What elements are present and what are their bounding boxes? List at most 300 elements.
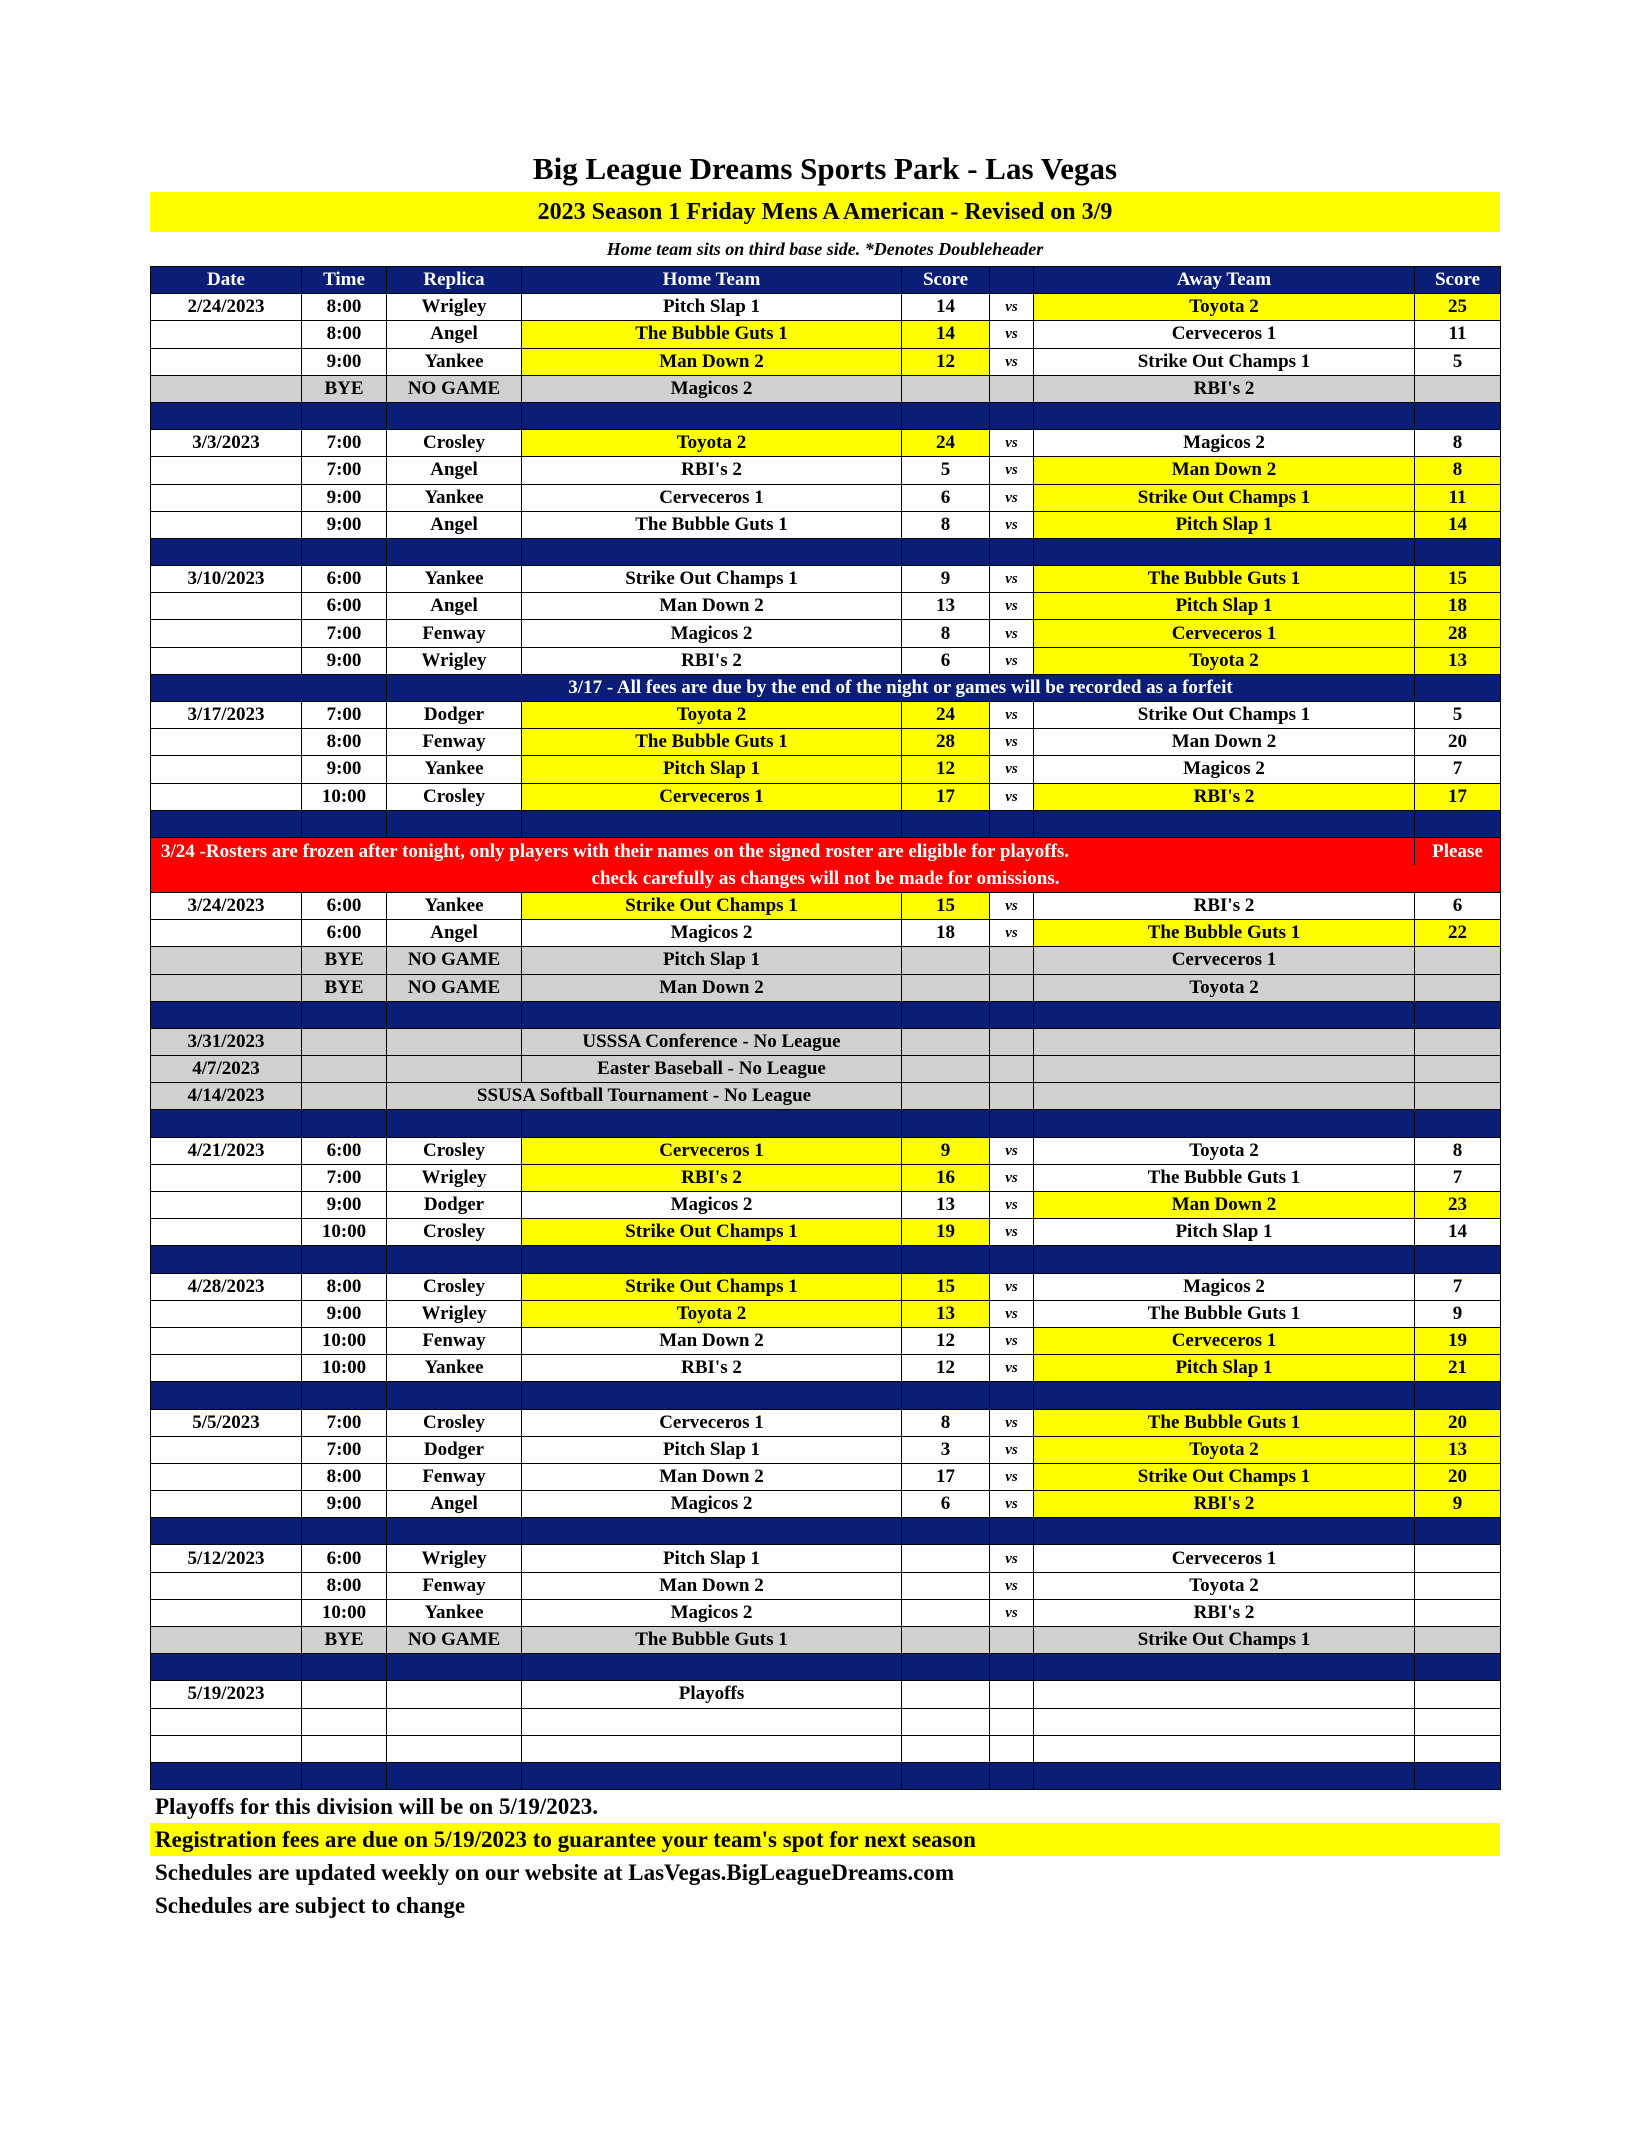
cell-home-team: Strike Out Champs 1: [522, 1219, 902, 1246]
separator-cell: [990, 1762, 1034, 1789]
separator-row: [151, 1654, 1501, 1681]
cell-vs: vs: [990, 1545, 1034, 1572]
separator-cell: [387, 1001, 522, 1028]
cell-away-score: [1415, 1056, 1501, 1083]
cell-away-team: Pitch Slap 1: [1034, 1219, 1415, 1246]
bye-row: [151, 375, 1501, 402]
cell-time: [302, 1083, 387, 1110]
separator-cell: [151, 1762, 302, 1789]
cell-vs: vs: [990, 1273, 1034, 1300]
cell-time: 8:00: [302, 1463, 387, 1490]
game-row: [151, 348, 1501, 375]
cell-home-score: 8: [902, 620, 990, 647]
cell-home-score: 9: [902, 566, 990, 593]
cell-time: 8:00: [302, 1572, 387, 1599]
cell-time: 7:00: [302, 1409, 387, 1436]
cell-time: 9:00: [302, 1300, 387, 1327]
separator-cell: [302, 1382, 387, 1409]
cell-vs: [990, 1056, 1034, 1083]
alert-text: 3/24 -Rosters are frozen after tonight, only players with their names on the signed roster are eligible for playoffs.: [151, 837, 1415, 865]
game-row: [151, 892, 1501, 919]
cell-replica: Yankee: [387, 348, 522, 375]
separator-cell: [151, 1382, 302, 1409]
cell-time: 7:00: [302, 457, 387, 484]
cell-home-score: 3: [902, 1436, 990, 1463]
game-row: [151, 321, 1501, 348]
cell-away-team: RBI's 2: [1034, 783, 1415, 810]
separator-row: [151, 402, 1501, 429]
season-subtitle: 2023 Season 1 Friday Mens A American - Revised on 3/9: [150, 192, 1500, 232]
separator-cell: [151, 538, 302, 565]
cell-home-team: The Bubble Guts 1: [522, 1627, 902, 1654]
separator-cell: [902, 402, 990, 429]
cell-away-team: Pitch Slap 1: [1034, 1355, 1415, 1382]
separator-cell: [902, 538, 990, 565]
cell-time: 7:00: [302, 620, 387, 647]
cell-home-score: 6: [902, 484, 990, 511]
separator-cell: [387, 1654, 522, 1681]
cell-date: [151, 1355, 302, 1382]
cell-home-score: 13: [902, 1192, 990, 1219]
cell-time: 9:00: [302, 511, 387, 538]
header-vs: [990, 267, 1034, 294]
cell-replica: Crosley: [387, 1273, 522, 1300]
game-row: [151, 1219, 1501, 1246]
cell-home-score: 12: [902, 756, 990, 783]
cell-away-score: [1415, 1028, 1501, 1055]
cell-away-team: Strike Out Champs 1: [1034, 1463, 1415, 1490]
cell-vs: [990, 1735, 1034, 1762]
cell-away-score: 13: [1415, 647, 1501, 674]
cell-away-score: [1415, 947, 1501, 974]
cell-home-team: Cerveceros 1: [522, 484, 902, 511]
game-row: [151, 702, 1501, 729]
cell-replica: [387, 1681, 522, 1708]
game-row: [151, 920, 1501, 947]
cell-away-team: Pitch Slap 1: [1034, 511, 1415, 538]
cell-away-team: Toyota 2: [1034, 974, 1415, 1001]
schedule-body: [151, 294, 1501, 1790]
cell-vs: vs: [990, 1599, 1034, 1626]
game-row: [151, 1545, 1501, 1572]
game-row: [151, 484, 1501, 511]
separator-cell: [151, 1001, 302, 1028]
cell-replica: [387, 1735, 522, 1762]
separator-cell: [522, 1001, 902, 1028]
game-row: [151, 1192, 1501, 1219]
cell-home-team: The Bubble Guts 1: [522, 729, 902, 756]
cell-replica: NO GAME: [387, 947, 522, 974]
cell-date: 2/24/2023: [151, 294, 302, 321]
separator-row: [151, 538, 1501, 565]
cell-away-team: Magicos 2: [1034, 430, 1415, 457]
cell-time: [302, 1708, 387, 1735]
cell-away-team: Strike Out Champs 1: [1034, 702, 1415, 729]
cell-time: 9:00: [302, 484, 387, 511]
cell-away-score: [1415, 375, 1501, 402]
cell-home-score: 8: [902, 511, 990, 538]
cell-vs: vs: [990, 1327, 1034, 1354]
cell-home-team: [522, 1708, 902, 1735]
game-row: [151, 1681, 1501, 1708]
cell-away-team: The Bubble Guts 1: [1034, 1164, 1415, 1191]
separator-cell: [387, 1110, 522, 1137]
cell-home-score: 19: [902, 1219, 990, 1246]
game-row: [151, 1463, 1501, 1490]
cell-away-team: [1034, 1735, 1415, 1762]
separator-cell: [302, 402, 387, 429]
separator-cell: [1415, 402, 1501, 429]
cell-date: 5/12/2023: [151, 1545, 302, 1572]
cell-home-team: Pitch Slap 1: [522, 947, 902, 974]
cell-home-score: 8: [902, 1409, 990, 1436]
cell-home-team: Magicos 2: [522, 920, 902, 947]
cell-replica: Wrigley: [387, 647, 522, 674]
cell-time: BYE: [302, 974, 387, 1001]
separator-cell: [902, 1001, 990, 1028]
cell-home-team: Magicos 2: [522, 1491, 902, 1518]
separator-cell: [151, 1654, 302, 1681]
cell-date: [151, 783, 302, 810]
cell-date: [151, 457, 302, 484]
cell-away-score: [1415, 1627, 1501, 1654]
alert-row: [151, 837, 1501, 865]
cell-home-score: 14: [902, 294, 990, 321]
separator-cell: [387, 538, 522, 565]
cell-away-team: Magicos 2: [1034, 1273, 1415, 1300]
cell-time: 8:00: [302, 729, 387, 756]
cell-date: [151, 511, 302, 538]
cell-away-score: 8: [1415, 430, 1501, 457]
footer: [150, 1790, 1500, 1922]
cell-home-score: 14: [902, 321, 990, 348]
cell-time: [302, 1056, 387, 1083]
cell-time: 6:00: [302, 920, 387, 947]
cell-home-score: 13: [902, 1300, 990, 1327]
cell-vs: [990, 947, 1034, 974]
cell-replica: Yankee: [387, 892, 522, 919]
cell-home-team: Pitch Slap 1: [522, 756, 902, 783]
cell-replica: Yankee: [387, 1599, 522, 1626]
cell-vs: vs: [990, 1355, 1034, 1382]
cell-home-score: 13: [902, 593, 990, 620]
separator-cell: [990, 810, 1034, 837]
separator-row: [151, 1110, 1501, 1137]
cell-away-team: The Bubble Guts 1: [1034, 566, 1415, 593]
cell-away-team: [1034, 1056, 1415, 1083]
cell-away-team: Cerveceros 1: [1034, 947, 1415, 974]
cell-vs: vs: [990, 702, 1034, 729]
cell-vs: vs: [990, 566, 1034, 593]
cell-vs: vs: [990, 348, 1034, 375]
cell-away-team: Cerveceros 1: [1034, 1545, 1415, 1572]
game-row: [151, 457, 1501, 484]
cell-home-team: Pitch Slap 1: [522, 1545, 902, 1572]
cell-time: 6:00: [302, 1545, 387, 1572]
separator-cell: [522, 1762, 902, 1789]
cell-date: [151, 756, 302, 783]
cell-vs: [990, 1708, 1034, 1735]
cell-date: [151, 1491, 302, 1518]
cell-home-team: Magicos 2: [522, 1599, 902, 1626]
separator-cell: [1034, 402, 1415, 429]
cell-home-team: RBI's 2: [522, 1164, 902, 1191]
game-row: [151, 294, 1501, 321]
cell-home-team: Toyota 2: [522, 1300, 902, 1327]
cell-replica: Angel: [387, 1491, 522, 1518]
separator-row: [151, 1518, 1501, 1545]
no-league-row: [151, 1083, 1501, 1110]
cell-home-score: [902, 1599, 990, 1626]
header-away-team: Away Team: [1034, 267, 1415, 294]
cell-away-score: 9: [1415, 1491, 1501, 1518]
cell-time: BYE: [302, 1627, 387, 1654]
cell-time: 7:00: [302, 1164, 387, 1191]
cell-time: BYE: [302, 947, 387, 974]
notice-text: 3/17 - All fees are due by the end of the night or games will be recorded as a forfeit: [387, 674, 1415, 701]
cell-away-score: [1415, 1083, 1501, 1110]
separator-cell: [1034, 1001, 1415, 1028]
bye-row: [151, 947, 1501, 974]
separator-cell: [990, 1110, 1034, 1137]
separator-row: [151, 1246, 1501, 1273]
separator-cell: [522, 1518, 902, 1545]
cell-time: 10:00: [302, 1219, 387, 1246]
cell-replica: Wrigley: [387, 294, 522, 321]
separator-cell: [1034, 1382, 1415, 1409]
cell-vs: vs: [990, 430, 1034, 457]
separator-cell: [1415, 1518, 1501, 1545]
cell-away-team: RBI's 2: [1034, 1599, 1415, 1626]
cell-home-score: 9: [902, 1137, 990, 1164]
cell-away-team: Man Down 2: [1034, 457, 1415, 484]
cell-date: [151, 1300, 302, 1327]
cell-date: [151, 1436, 302, 1463]
footer-website-note: Schedules are updated weekly on our website at LasVegas.BigLeagueDreams.com: [155, 1860, 955, 1886]
cell-vs: vs: [990, 1463, 1034, 1490]
cell-replica: Fenway: [387, 1463, 522, 1490]
separator-row: [151, 1762, 1501, 1789]
cell-vs: vs: [990, 1300, 1034, 1327]
cell-time: 9:00: [302, 1491, 387, 1518]
cell-vs: vs: [990, 729, 1034, 756]
game-row: [151, 593, 1501, 620]
separator-cell: [302, 1654, 387, 1681]
cell-home-score: 12: [902, 1355, 990, 1382]
cell-date: 3/31/2023: [151, 1028, 302, 1055]
cell-home-team: RBI's 2: [522, 647, 902, 674]
cell-home-team: Playoffs: [522, 1681, 902, 1708]
cell-vs: vs: [990, 756, 1034, 783]
footer-registration-note: Registration fees are due on 5/19/2023 to guarantee your team's spot for next season: [150, 1823, 1500, 1856]
header-time: Time: [302, 267, 387, 294]
separator-cell: [522, 1654, 902, 1681]
separator-cell: [990, 1382, 1034, 1409]
separator-cell: [1415, 1382, 1501, 1409]
cell-replica: Wrigley: [387, 1164, 522, 1191]
cell-replica: Dodger: [387, 702, 522, 729]
cell-away-team: RBI's 2: [1034, 375, 1415, 402]
cell-date: [151, 974, 302, 1001]
game-row: [151, 729, 1501, 756]
cell-away-score: [1415, 1545, 1501, 1572]
cell-home-team: RBI's 2: [522, 457, 902, 484]
separator-cell: [151, 402, 302, 429]
cell-away-team: [1034, 1083, 1415, 1110]
separator-cell: [387, 402, 522, 429]
cell-away-team: [1034, 1681, 1415, 1708]
cell-vs: vs: [990, 484, 1034, 511]
cell-time: BYE: [302, 375, 387, 402]
cell-away-score: 21: [1415, 1355, 1501, 1382]
cell-away-score: [1415, 1572, 1501, 1599]
separator-row: [151, 1382, 1501, 1409]
cell-away-score: 19: [1415, 1327, 1501, 1354]
cell-vs: [990, 1083, 1034, 1110]
cell-away-score: [1415, 974, 1501, 1001]
cell-away-team: Strike Out Champs 1: [1034, 1627, 1415, 1654]
cell-home-score: [902, 375, 990, 402]
game-row: [151, 1735, 1501, 1762]
separator-cell: [1034, 1246, 1415, 1273]
cell-replica: Fenway: [387, 1327, 522, 1354]
cell-date: [151, 1463, 302, 1490]
cell-date: [151, 1192, 302, 1219]
cell-home-team: [522, 1735, 902, 1762]
cell-away-team: Cerveceros 1: [1034, 321, 1415, 348]
cell-time: 8:00: [302, 294, 387, 321]
separator-cell: [902, 1654, 990, 1681]
cell-replica: Yankee: [387, 1355, 522, 1382]
separator-cell: [151, 1110, 302, 1137]
cell-home-team: Man Down 2: [522, 974, 902, 1001]
separator-cell: [1034, 810, 1415, 837]
cell-replica: Fenway: [387, 729, 522, 756]
cell-home-score: [902, 1545, 990, 1572]
cell-home-score: 6: [902, 1491, 990, 1518]
game-row: [151, 430, 1501, 457]
cell-home-score: 6: [902, 647, 990, 674]
cell-home-team: Pitch Slap 1: [522, 1436, 902, 1463]
alert-text: check carefully as changes will not be made for omissions.: [151, 865, 1501, 893]
footer-playoffs-note: Playoffs for this division will be on 5/19/2023.: [155, 1794, 599, 1820]
separator-cell: [522, 810, 902, 837]
cell-replica: NO GAME: [387, 974, 522, 1001]
header-replica: Replica: [387, 267, 522, 294]
cell-away-score: 13: [1415, 1436, 1501, 1463]
cell-vs: [990, 1681, 1034, 1708]
cell-date: 3/10/2023: [151, 566, 302, 593]
header-home-score: Score: [902, 267, 990, 294]
cell-away-team: Toyota 2: [1034, 1572, 1415, 1599]
alert-row: [151, 865, 1501, 893]
cell-time: 10:00: [302, 1327, 387, 1354]
cell-away-team: Strike Out Champs 1: [1034, 348, 1415, 375]
game-row: [151, 1491, 1501, 1518]
cell-date: [151, 348, 302, 375]
cell-home-score: 15: [902, 892, 990, 919]
cell-replica: Crosley: [387, 783, 522, 810]
separator-cell: [990, 1654, 1034, 1681]
separator-cell: [902, 1382, 990, 1409]
cell-away-score: 15: [1415, 566, 1501, 593]
cell-home-score: [902, 1735, 990, 1762]
cell-replica: Angel: [387, 321, 522, 348]
cell-home-team: Cerveceros 1: [522, 783, 902, 810]
game-row: [151, 1273, 1501, 1300]
cell-away-score: 28: [1415, 620, 1501, 647]
cell-date: [151, 1735, 302, 1762]
no-league-row: [151, 1056, 1501, 1083]
bye-row: [151, 1627, 1501, 1654]
separator-cell: [902, 1110, 990, 1137]
cell-date: 4/21/2023: [151, 1137, 302, 1164]
cell-replica: Angel: [387, 593, 522, 620]
cell-date: [151, 620, 302, 647]
separator-cell: [1034, 1762, 1415, 1789]
cell-replica: Fenway: [387, 620, 522, 647]
separator-cell: [1415, 810, 1501, 837]
cell-time: 6:00: [302, 593, 387, 620]
cell-replica: [387, 1028, 522, 1055]
separator-cell: [302, 1518, 387, 1545]
cell-home-score: 15: [902, 1273, 990, 1300]
cell-away-score: 11: [1415, 321, 1501, 348]
cell-away-score: 5: [1415, 348, 1501, 375]
separator-cell: [990, 402, 1034, 429]
cell-away-team: RBI's 2: [1034, 892, 1415, 919]
home-team-note: Home team sits on third base side. *Denotes Doubleheader: [606, 239, 1044, 259]
cell-vs: vs: [990, 1436, 1034, 1463]
separator-cell: [990, 1518, 1034, 1545]
cell-home-team: Man Down 2: [522, 1463, 902, 1490]
cell-vs: vs: [990, 511, 1034, 538]
separator-cell: [522, 1246, 902, 1273]
cell-vs: vs: [990, 1572, 1034, 1599]
cell-home-team: The Bubble Guts 1: [522, 511, 902, 538]
cell-date: 4/14/2023: [151, 1083, 302, 1110]
separator-cell: [302, 1246, 387, 1273]
cell-away-score: 18: [1415, 593, 1501, 620]
game-row: [151, 1572, 1501, 1599]
separator-cell: [1034, 1518, 1415, 1545]
cell-date: [151, 1164, 302, 1191]
cell-vs: vs: [990, 321, 1034, 348]
cell-vs: vs: [990, 920, 1034, 947]
cell-away-score: 23: [1415, 1192, 1501, 1219]
cell-away-score: 20: [1415, 1409, 1501, 1436]
separator-cell: [387, 1762, 522, 1789]
cell-time: 7:00: [302, 1436, 387, 1463]
cell-away-team: Toyota 2: [1034, 1137, 1415, 1164]
cell-away-team: Toyota 2: [1034, 647, 1415, 674]
cell-replica: Crosley: [387, 430, 522, 457]
alert-extra: Please: [1415, 837, 1501, 865]
cell-time: [302, 1681, 387, 1708]
cell-date: [151, 484, 302, 511]
cell-date: [151, 593, 302, 620]
game-row: [151, 1137, 1501, 1164]
cell-replica: Wrigley: [387, 1300, 522, 1327]
cell-home-score: [902, 1681, 990, 1708]
cell-home-team: Man Down 2: [522, 1572, 902, 1599]
cell-away-team: Man Down 2: [1034, 1192, 1415, 1219]
cell-vs: vs: [990, 783, 1034, 810]
cell-time: [302, 1028, 387, 1055]
cell-home-team: The Bubble Guts 1: [522, 321, 902, 348]
cell-vs: vs: [990, 620, 1034, 647]
cell-replica: [387, 1708, 522, 1735]
